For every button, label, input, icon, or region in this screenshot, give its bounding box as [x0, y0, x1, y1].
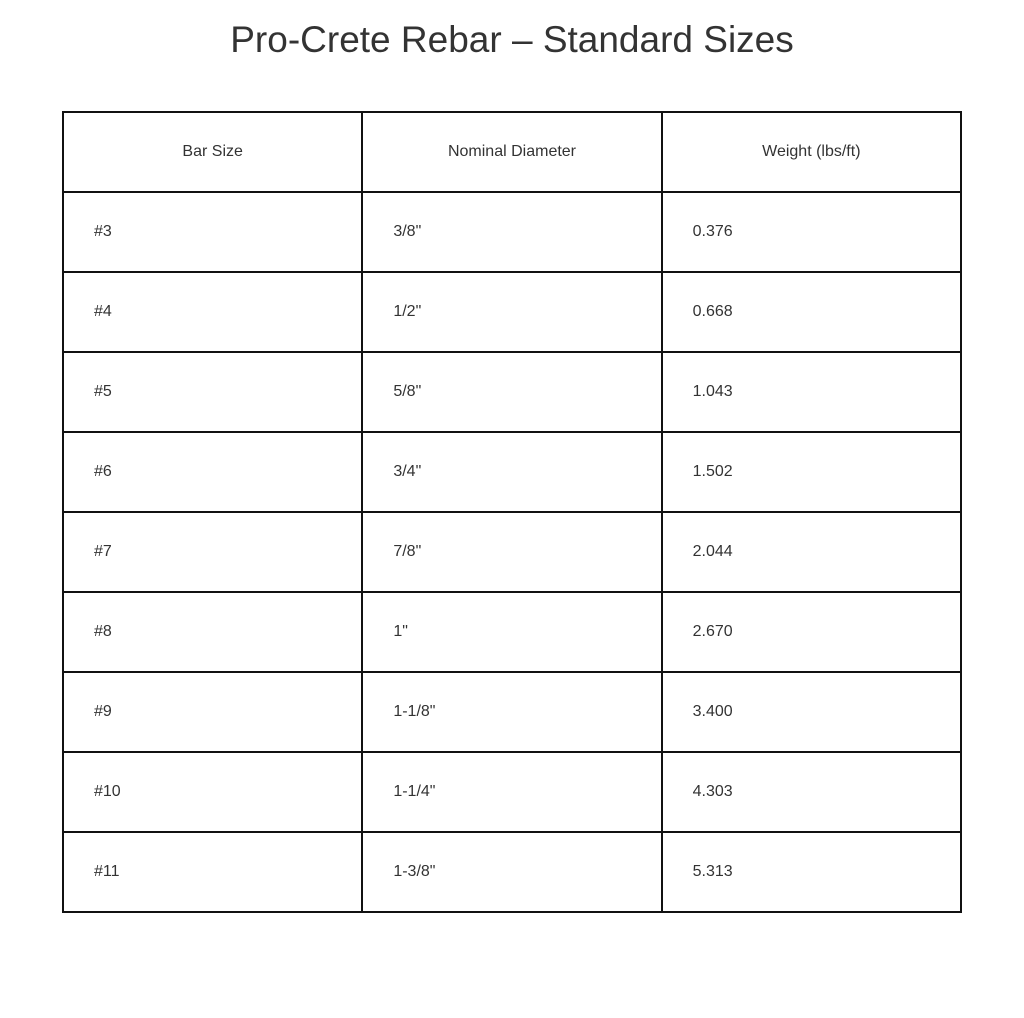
table-row: [63, 352, 961, 432]
table-row: [63, 432, 961, 512]
cell-weight: 1.043: [662, 352, 961, 432]
table-row: [63, 832, 961, 912]
cell-bar-size: #9: [63, 672, 362, 752]
cell-weight: 5.313: [662, 832, 961, 912]
cell-nominal-diameter: 3/4": [362, 432, 661, 512]
cell-bar-size: #11: [63, 832, 362, 912]
table-row: [63, 512, 961, 592]
cell-weight: 3.400: [662, 672, 961, 752]
table-row: [63, 272, 961, 352]
cell-nominal-diameter: 1-1/8": [362, 672, 661, 752]
cell-nominal-diameter: 5/8": [362, 352, 661, 432]
column-header-nominal-diameter: Nominal Diameter: [362, 112, 661, 192]
cell-bar-size: #3: [63, 192, 362, 272]
table-row: [63, 592, 961, 672]
page-title: Pro-Crete Rebar – Standard Sizes: [230, 19, 794, 60]
table-header-row: [63, 112, 961, 192]
cell-weight: 0.668: [662, 272, 961, 352]
cell-nominal-diameter: 7/8": [362, 512, 661, 592]
cell-weight: 0.376: [662, 192, 961, 272]
cell-weight: 2.044: [662, 512, 961, 592]
cell-weight: 1.502: [662, 432, 961, 512]
cell-nominal-diameter: 1-3/8": [362, 832, 661, 912]
column-header-bar-size: Bar Size: [63, 112, 362, 192]
column-header-weight: Weight (lbs/ft): [662, 112, 961, 192]
table-row: [63, 192, 961, 272]
cell-weight: 4.303: [662, 752, 961, 832]
rebar-sizes-table: [62, 111, 962, 913]
cell-bar-size: #5: [63, 352, 362, 432]
cell-nominal-diameter: 1": [362, 592, 661, 672]
cell-weight: 2.670: [662, 592, 961, 672]
cell-nominal-diameter: 3/8": [362, 192, 661, 272]
table-row: [63, 752, 961, 832]
cell-bar-size: #7: [63, 512, 362, 592]
cell-bar-size: #6: [63, 432, 362, 512]
cell-bar-size: #4: [63, 272, 362, 352]
cell-bar-size: #10: [63, 752, 362, 832]
table-row: [63, 672, 961, 752]
cell-nominal-diameter: 1-1/4": [362, 752, 661, 832]
cell-nominal-diameter: 1/2": [362, 272, 661, 352]
cell-bar-size: #8: [63, 592, 362, 672]
